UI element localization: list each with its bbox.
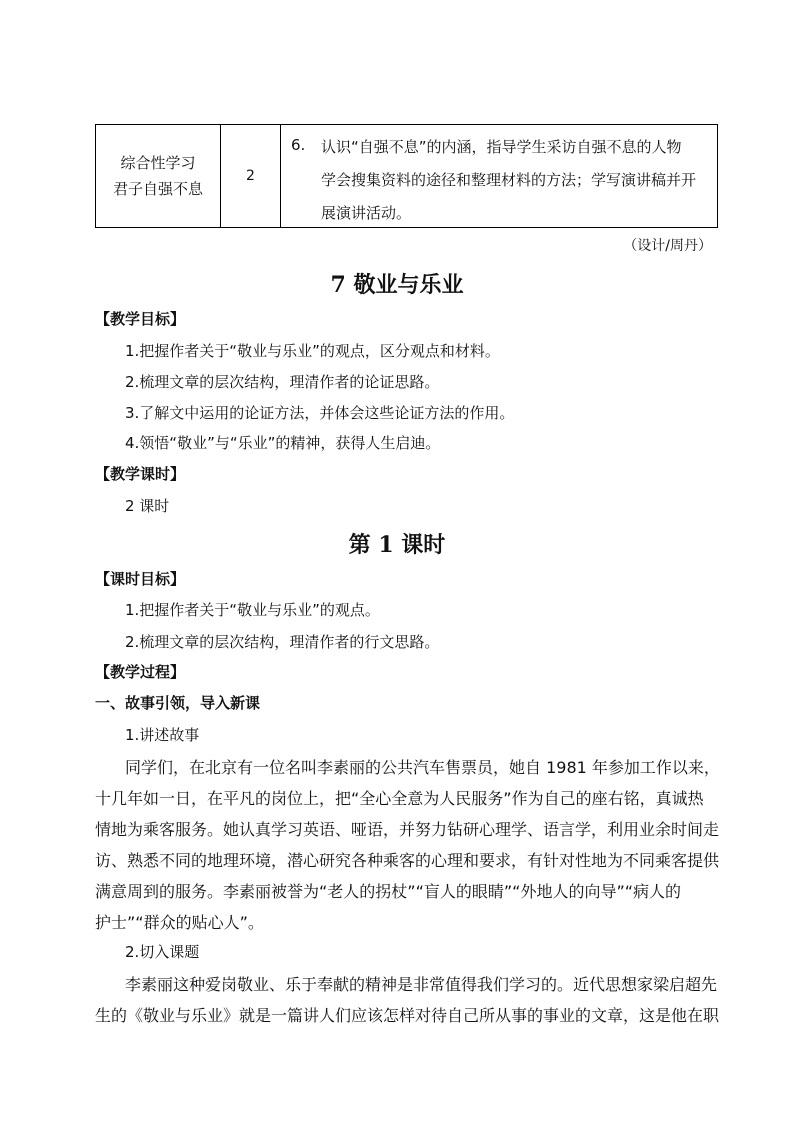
hours-cell: 2 <box>221 125 281 228</box>
content-cell <box>281 125 718 228</box>
content-number: 6. <box>291 136 306 154</box>
goal-item-3: 3.了解文中运用的论证方法，并体会这些论证方法的作用。 <box>125 404 515 422</box>
intro-line-1: 李素丽这种爱岗敬业、乐于奉献的精神是非常值得我们学习的。近代思想家梁启超先 <box>125 975 718 994</box>
content-line-1: 认识“自强不息”的内涵，指导学生采访自强不息的人物 <box>321 138 682 156</box>
story-line-6: 护士”“群众的贴心人”。 <box>95 913 264 932</box>
teaching-hours-value: 2 课时 <box>125 497 170 515</box>
unit-table <box>95 124 718 228</box>
teaching-goals-heading: 【教学目标】 <box>95 310 186 328</box>
content-line-3: 展演讲活动。 <box>321 204 412 222</box>
story-line-1: 同学们，在北京有一位名叫李素丽的公共汽车售票员，她自 1981 年参加工作以来， <box>125 758 720 777</box>
goal-item-1: 1.把握作者关于“敬业与乐业”的观点，区分观点和材料。 <box>125 342 500 360</box>
intro-line-2: 生的《敬业与乐业》就是一篇讲人们应该怎样对待自己所从事的事业的文章，这是他在职 <box>95 1006 720 1025</box>
lesson-title: 7 敬业与乐业 <box>330 272 464 298</box>
table-row <box>96 125 718 228</box>
designer-credit: （设计/周丹） <box>623 238 712 254</box>
unit-name-cell <box>96 125 221 228</box>
period-goal-item-2: 2.梳理文章的层次结构，理清作者的行文思路。 <box>125 633 440 651</box>
story-line-5: 满意周到的服务。李素丽被誉为“老人的拐杖”“盲人的眼睛”“外地人的向导”“病人的 <box>95 882 682 901</box>
unit-name-line2: 君子自强不息 <box>112 180 203 198</box>
teaching-hours-heading: 【教学课时】 <box>95 465 186 483</box>
unit-name-line1: 综合性学习 <box>120 154 196 172</box>
teaching-process-heading: 【教学过程】 <box>95 663 186 681</box>
goal-item-2: 2.梳理文章的层次结构，理清作者的论证思路。 <box>125 373 440 391</box>
goal-item-4: 4.领悟“敬业”与“乐业”的精神，获得人生启迪。 <box>125 434 441 452</box>
period-goal-item-1: 1.把握作者关于“敬业与乐业”的观点。 <box>125 601 380 619</box>
content-line-2: 学会搜集资料的途径和整理材料的方法；学写演讲稿并开 <box>321 171 697 189</box>
story-line-3: 情地为乘客服务。她认真学习英语、哑语，并努力钻研心理学、语言学，利用业余时间走 <box>95 820 720 839</box>
sub-step-intro: 2.切入课题 <box>125 943 200 961</box>
period-title: 第 1 课时 <box>348 532 446 558</box>
step-one-heading: 一、故事引领，导入新课 <box>95 694 261 712</box>
story-line-2: 十几年如一日，在平凡的岗位上，把“全心全意为人民服务”作为自己的座右铭，真诚热 <box>95 789 704 808</box>
sub-step-story: 1.讲述故事 <box>125 726 200 744</box>
period-goals-heading: 【课时目标】 <box>95 570 186 588</box>
story-line-4: 访、熟悉不同的地理环境，潜心研究各种乘客的心理和要求，有针对性地为不同乘客提供 <box>95 851 720 870</box>
